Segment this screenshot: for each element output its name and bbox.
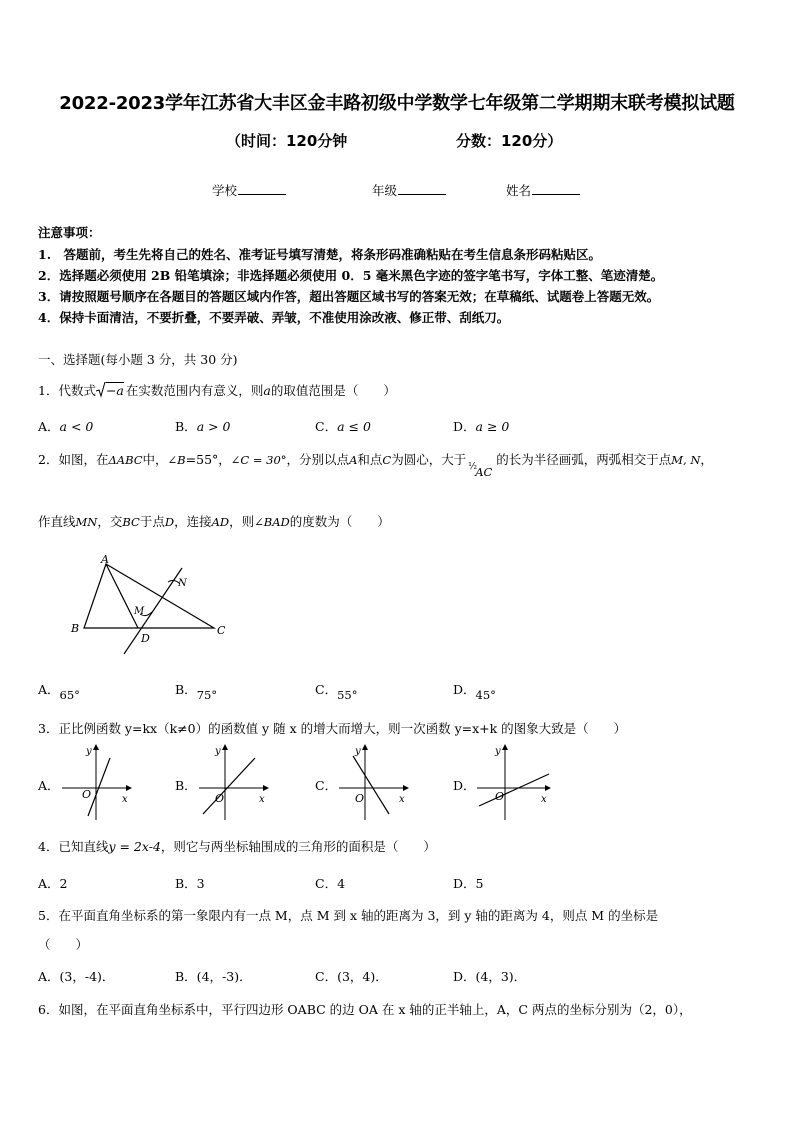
question-5: 5．在平面直角坐标系的第一象限内有一点 M，点 M 到 x 轴的距离为 3，到 y 轴的距离为 4，则点 M 的坐标是 [38, 908, 659, 923]
q2-option-b[interactable]: B．75° [175, 682, 218, 702]
grade-label: 年级 [372, 183, 398, 198]
q1-option-b[interactable]: B．a > 0 [175, 419, 231, 434]
notes-heading: 注意事项： [38, 225, 101, 240]
q2-option-a[interactable]: A．65° [38, 682, 80, 702]
sqrt-expression: −a [96, 383, 124, 398]
label-n: N [178, 578, 187, 589]
q3-option-c-label[interactable]: C． [315, 778, 338, 793]
q4-option-b[interactable]: B．3 [175, 876, 205, 891]
label-b: B [71, 622, 80, 635]
note-item: 3．请按照题号顺序在各题目的答题区域内作答，超出答题区域书写的答案无效；在草稿纸、试题卷上答题无效。 [38, 289, 660, 304]
q1-option-d[interactable]: D．a ≥ 0 [453, 419, 510, 434]
school-label: 学校 [212, 183, 238, 198]
q3-graph-b[interactable] [197, 744, 272, 822]
note-item: 1. 答题前，考生先将自己的姓名、准考证号填写清楚，将条形码准确粘贴在考生信息条形码粘贴区。 [38, 247, 602, 262]
name-label: 姓名 [506, 183, 532, 198]
label-a: A [101, 553, 109, 566]
svg-text:y: y [355, 746, 361, 757]
q5-option-c[interactable]: C．(3，4)． [315, 969, 388, 984]
svg-text:x: x [122, 794, 128, 805]
q5-option-b[interactable]: B．(4，-3)． [175, 969, 252, 984]
label-c: C [217, 624, 226, 637]
q3-graph-c[interactable] [337, 744, 412, 822]
q3-option-d-label[interactable]: D． [453, 778, 476, 793]
name-blank [532, 182, 580, 195]
question-6: 6．如图，在平面直角坐标系中，平行四边形 OABC 的边 OA 在 x 轴的正半轴上，A，C 两点的坐标分别为（2，0）， [38, 1002, 692, 1017]
question-4: 4．已知直线y = 2x-4，则它与两坐标轴围成的三角形的面积是（ ） [38, 839, 436, 854]
svg-text:y: y [495, 746, 501, 757]
triangle-abc [84, 564, 214, 628]
note-item: 4．保持卡面清洁，不要折叠，不要弄破、弄皱，不准使用涂改液、修正带、刮纸刀。 [38, 310, 510, 325]
exam-score: 分数：120分） [456, 132, 563, 150]
q4-option-d[interactable]: D．5 [453, 876, 484, 891]
svg-text:O: O [355, 792, 365, 805]
svg-text:O: O [82, 788, 92, 801]
label-m: M [134, 606, 145, 617]
sqrt-sign [96, 382, 106, 398]
q1-option-a[interactable]: A．a < 0 [38, 419, 94, 434]
note-item: 2．选择题必须使用 2B 铅笔填涂；非选择题必须使用 0．5 毫米黑色字迹的签字笔书写，字体工整、笔迹清楚。 [38, 268, 664, 283]
section-heading: 一、选择题(每小题 3 分，共 30 分) [38, 352, 238, 367]
q3-graph-a[interactable] [60, 744, 135, 822]
svg-text:O: O [495, 790, 505, 803]
q3-option-a-label[interactable]: A． [38, 778, 60, 793]
exam-title: 2022-2023学年江苏省大丰区金丰路初级中学数学七年级第二学期期末联考模拟试题 [59, 93, 735, 114]
question-3: 3．正比例函数 y=kx（k≠0）的函数值 y 随 x 的增大而增大，则一次函数 y=x+k 的图象大致是（ ） [38, 721, 627, 736]
school-blank [238, 182, 286, 195]
q3-graph-d[interactable] [475, 744, 555, 822]
svg-text:y: y [215, 746, 221, 757]
exam-time: （时间：120分钟 [226, 132, 348, 150]
q5-option-a[interactable]: A．(3，-4)． [38, 969, 115, 984]
grade-blank [398, 182, 446, 195]
name-field [506, 181, 580, 199]
q2-option-c[interactable]: C．55° [315, 682, 358, 702]
question-1: 1．代数式 −a 在实数范围内有意义，则a的取值范围是（ ） [38, 383, 396, 398]
svg-text:x: x [399, 794, 405, 805]
q1-option-c[interactable]: C．a ≤ 0 [315, 419, 371, 434]
q2-triangle-figure [62, 552, 232, 662]
q4-option-c[interactable]: C．4 [315, 876, 346, 891]
q5-option-d[interactable]: D．(4，3)． [453, 969, 527, 984]
svg-text:y: y [86, 746, 92, 757]
q3-option-b-label[interactable]: B． [175, 778, 197, 793]
svg-text:O: O [215, 792, 225, 805]
q2-option-d[interactable]: D．45° [453, 682, 496, 702]
q4-option-a[interactable]: A．2 [38, 876, 68, 891]
svg-text:x: x [259, 794, 265, 805]
label-d: D [141, 632, 150, 645]
question-2-line-1: 2．如图，在ΔABC中，∠B=55°，∠C = 30°，分别以点A和点C为圆心，大于 ½ AC 的长为半径画弧，两弧相交于点M, N， [38, 452, 713, 479]
school-field [212, 181, 286, 199]
question-2-line-2: 作直线MN，交BC于点D，连接AD，则∠BAD的度数为（ ） [38, 514, 390, 529]
svg-text:x: x [541, 794, 547, 805]
grade-field [372, 181, 446, 199]
question-5-paren: （ ） [38, 937, 89, 952]
half-ac-fraction: ½ AC [468, 462, 493, 479]
